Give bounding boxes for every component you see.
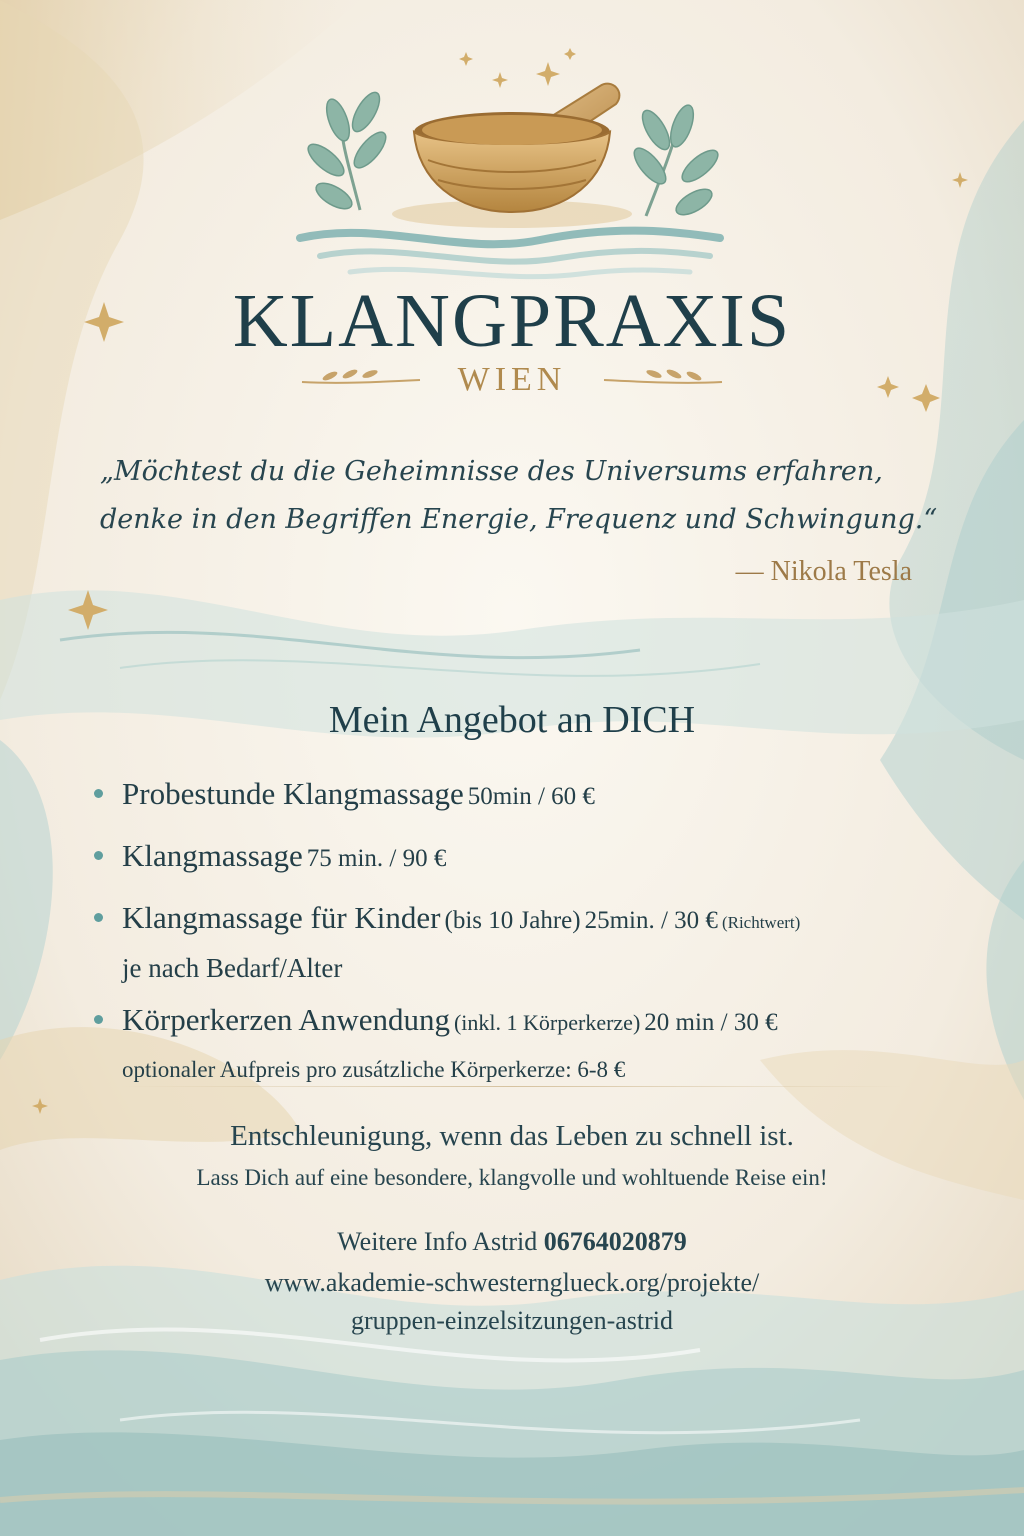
quote-line: denke in den Begriffen Energie, Frequenz und Schwingung.“ [100, 504, 938, 535]
offer-item-title: Probestunde Klangmassage [122, 776, 464, 811]
offer-item-qualifier: (inkl. 1 Körperkerze) [453, 1010, 641, 1035]
offer-list [90, 774, 990, 1088]
offer-item [90, 836, 990, 882]
offer-item-title: Körperkerzen Anwendung [122, 1002, 450, 1037]
contact-info [0, 1222, 1024, 1262]
tagline-headline: Entschleunigung, wenn das Leben zu schnell ist. [230, 1120, 794, 1152]
offer-item [90, 1000, 990, 1088]
bullet-icon [94, 913, 103, 922]
offer-item-price: 20 min / 30 € [644, 1009, 778, 1036]
contact-phone[interactable]: 06764020879 [543, 1227, 687, 1256]
offer-item-price: 50min / 60 € [467, 783, 595, 810]
offer-item-qualifier: (bis 10 Jahre) [444, 907, 581, 934]
contact-label: Weitere Info Astrid [337, 1227, 538, 1256]
bullet-icon [94, 1015, 103, 1024]
offer-item [90, 774, 990, 820]
quote-author: — Nikola Tesla [735, 556, 912, 587]
brand-title: KLANGPRAXIS [232, 279, 792, 363]
offer-item-price: 25min. / 30 € [584, 907, 718, 934]
bullet-icon [94, 789, 103, 798]
offer-item-price: 75 min. / 90 € [306, 845, 447, 872]
brand-subtitle-row [0, 360, 1024, 400]
offer-item-subline: optionaler Aufpreis pro zusátzliche Körperkerze: 6-8 € [122, 1057, 626, 1082]
quote-text [100, 448, 960, 544]
offer-item-title: Klangmassage [122, 838, 303, 873]
website-url-line1[interactable]: www.akademie-schwesternglueck.org/projekte/ [264, 1268, 760, 1297]
quote-line: „Möchtest du die Geheimnisse des Universums erfahren, [100, 456, 883, 487]
offer-item-title: Klangmassage für Kinder [122, 900, 441, 935]
bullet-icon [94, 851, 103, 860]
offer-item-note: (Richtwert) [721, 913, 801, 932]
brand-subtitle: WIEN [457, 361, 567, 398]
tagline-subline: Lass Dich auf eine besondere, klangvolle und wohltuende Reise ein! [196, 1165, 828, 1190]
website-url-line2[interactable]: gruppen-einzelsitzungen-astrid [351, 1306, 673, 1335]
offer-item-subline: je nach Bedarf/Alter [122, 953, 343, 983]
section-divider [120, 1086, 904, 1087]
offer-item [90, 898, 990, 986]
offer-heading: Mein Angebot an DICH [328, 699, 696, 741]
